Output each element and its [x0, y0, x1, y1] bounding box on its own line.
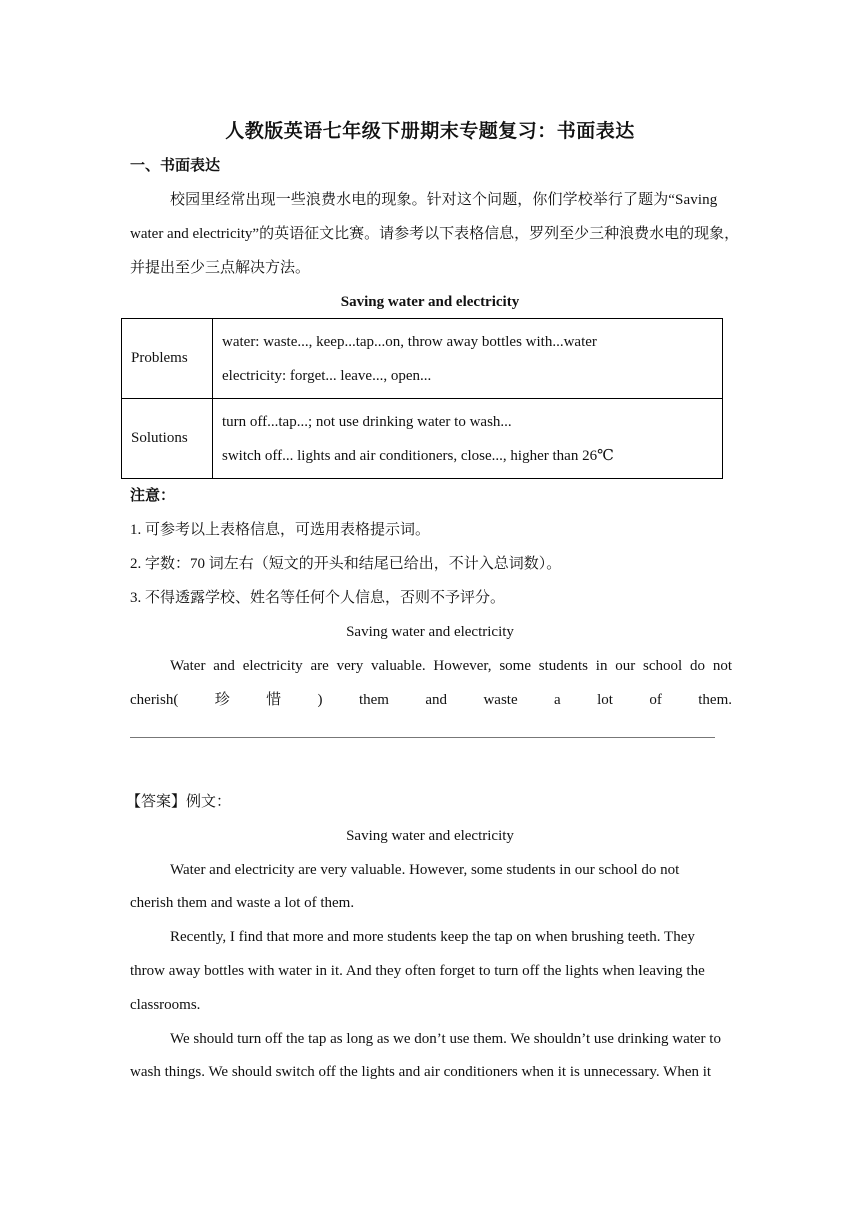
- answer-paragraph-line: Water and electricity are very valuable. However, some students in our school do not: [170, 862, 680, 878]
- table-row-header: Problems: [122, 319, 213, 399]
- answer-paragraph-line: wash things. We should switch off the lights and air conditioners when it is unnecessary. When it: [130, 1064, 712, 1080]
- table-cell-line: switch off... lights and air conditioners, close..., higher than 26℃: [222, 447, 614, 464]
- info-table: [121, 318, 723, 479]
- notes-heading: 注意：: [130, 488, 176, 504]
- essay-title: Saving water and electricity: [346, 624, 514, 640]
- essay-start-line-1: Water and electricity are very valuable. However, some students in our school do not: [170, 658, 732, 674]
- answer-paragraph-line: cherish them and waste a lot of them.: [130, 895, 355, 911]
- table-row-solutions: [122, 399, 723, 479]
- table-cell-line: turn off...tap...; not use drinking water to wash...: [222, 413, 512, 430]
- note-item: 3. 不得透露学校、姓名等任何个人信息，否则不予评分。: [130, 590, 506, 606]
- answer-label: 【答案】例文：: [126, 794, 232, 810]
- answer-paragraph-line: throw away bottles with water in it. And they often forget to turn off the lights when leaving the: [130, 963, 705, 979]
- prompt-line-2: water and electricity”的英语征文比赛。请参考以下表格信息，罗列至少三种浪费水电的现象，: [130, 226, 740, 242]
- answer-paragraph-line: Recently, I find that more and more students keep the tap on when brushing teeth. They: [170, 929, 695, 945]
- table-row-content: [213, 319, 723, 399]
- table-row-problems: [122, 319, 723, 399]
- table-cell-line: water: waste..., keep...tap...on, throw away bottles with...water: [222, 333, 597, 350]
- answer-title: Saving water and electricity: [346, 828, 514, 844]
- prompt-line-1: 校园里经常出现一些浪费水电的现象。针对这个问题，你们学校举行了题为“Saving: [170, 192, 718, 208]
- answer-paragraph-line: classrooms.: [130, 997, 201, 1013]
- section-heading: 一、书面表达: [130, 158, 221, 174]
- note-item: 1. 可参考以上表格信息，可选用表格提示词。: [130, 522, 431, 538]
- essay-start-line-2: cherish( 珍 惜 ) them and waste a lot of them.: [130, 692, 732, 708]
- table-row-content: [213, 399, 723, 479]
- page-title: 人教版英语七年级下册期末专题复习：书面表达: [225, 121, 635, 142]
- table-row-header: Solutions: [122, 399, 213, 479]
- prompt-line-3: 并提出至少三点解决方法。: [130, 260, 311, 276]
- table-caption: Saving water and electricity: [340, 294, 520, 310]
- answer-paragraph-line: We should turn off the tap as long as we don’t use them. We shouldn’t use drinking water to: [170, 1031, 721, 1047]
- table-cell-line: electricity: forget... leave..., open...: [222, 367, 432, 384]
- answer-blank-line: [130, 737, 715, 738]
- note-item: 2. 字数：70 词左右（短文的开头和结尾已给出，不计入总词数）。: [130, 556, 562, 572]
